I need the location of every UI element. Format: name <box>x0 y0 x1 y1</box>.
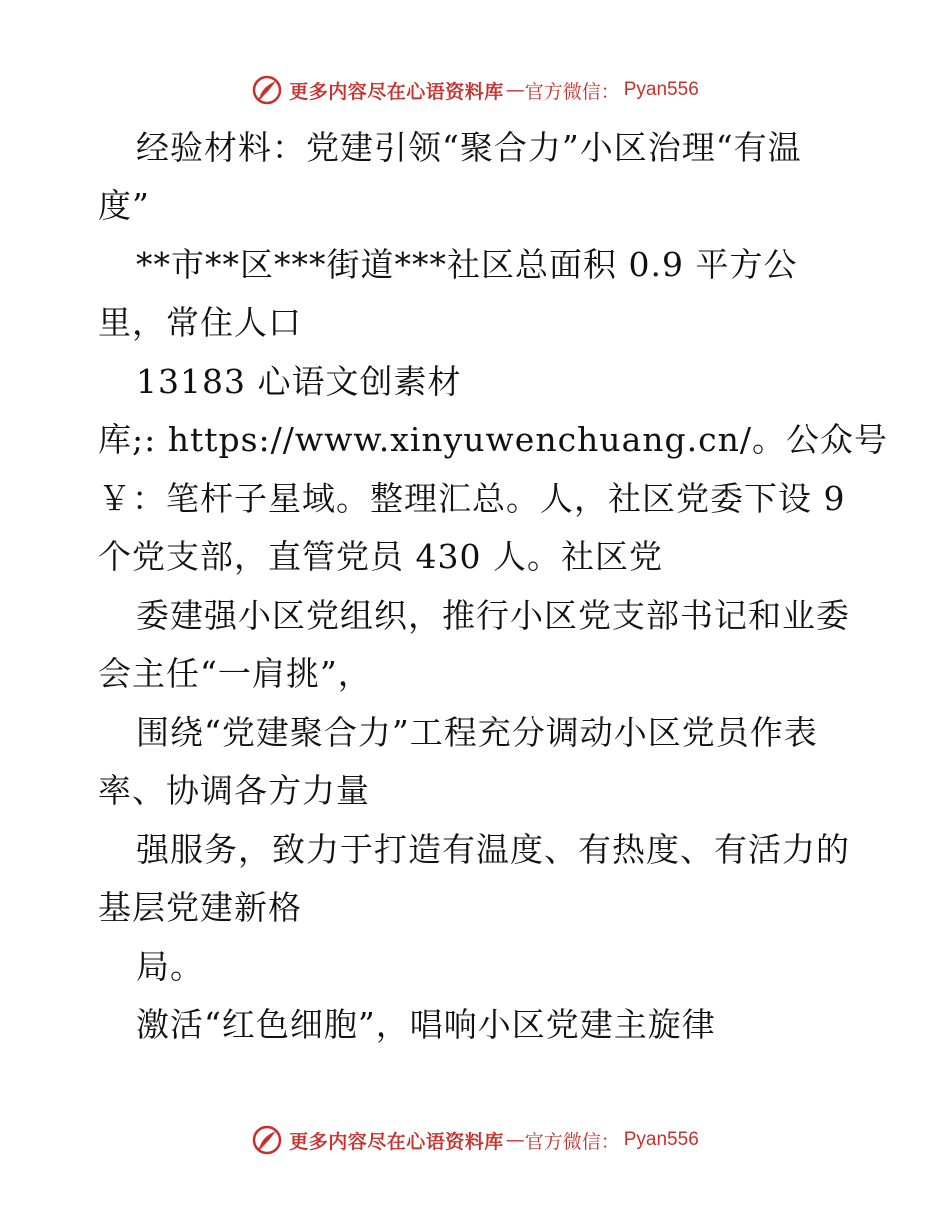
doc-paragraph-line: **市**区***街道***社区总面积 0.9 平方公 <box>136 245 798 284</box>
doc-paragraph-line: 会主任“一肩挑”， <box>98 654 372 693</box>
banner-dash: — <box>505 1129 523 1151</box>
doc-paragraph-line: 率、协调各方力量 <box>98 771 370 810</box>
doc-title-line-2: 度” <box>98 186 150 225</box>
banner-main-text: 更多内容尽在心语资料库 <box>289 80 504 103</box>
doc-paragraph-line: 强服务，致力于打造有温度、有热度、有活力的 <box>136 830 850 869</box>
doc-title-line-1: 经验材料：党建引领“聚合力”小区治理“有温 <box>136 128 802 167</box>
doc-paragraph-line: 里，常住人口 <box>98 303 302 342</box>
doc-paragraph-line: 围绕“党建聚合力”工程充分调动小区党员作表 <box>136 713 818 752</box>
doc-section-heading: 激活“红色细胞”，唱响小区党建主旋律 <box>136 1005 716 1044</box>
footer-banner <box>0 1120 950 1160</box>
banner-wechat-label: 官方微信： <box>524 1130 620 1153</box>
doc-paragraph-line: 委建强小区党组织，推行小区党支部书记和业委 <box>136 596 850 635</box>
banner-main-text: 更多内容尽在心语资料库 <box>289 1130 504 1153</box>
doc-paragraph-line: 库;: https://www.xinyuwenchuang.cn/。公众号 <box>98 420 888 459</box>
doc-paragraph-line: 基层党建新格 <box>98 888 302 927</box>
banner-wechat-id: Pyan556 <box>623 79 699 100</box>
banner-wechat-id: Pyan556 <box>623 1129 699 1150</box>
doc-paragraph-line: 个党支部，直管党员 430 人。社区党 <box>98 537 663 576</box>
doc-paragraph-line: 13183 心语文创素材 <box>136 362 462 401</box>
banner-wechat-label: 官方微信： <box>524 80 620 103</box>
header-banner <box>0 70 950 110</box>
doc-paragraph-line: 局。 <box>136 947 204 986</box>
brand-logo-icon <box>251 1124 283 1156</box>
doc-paragraph-line: ￥：笔杆子星域。整理汇总。人，社区党委下设 9 <box>98 479 846 518</box>
brand-logo-icon <box>251 74 283 106</box>
banner-dash: — <box>505 79 523 101</box>
